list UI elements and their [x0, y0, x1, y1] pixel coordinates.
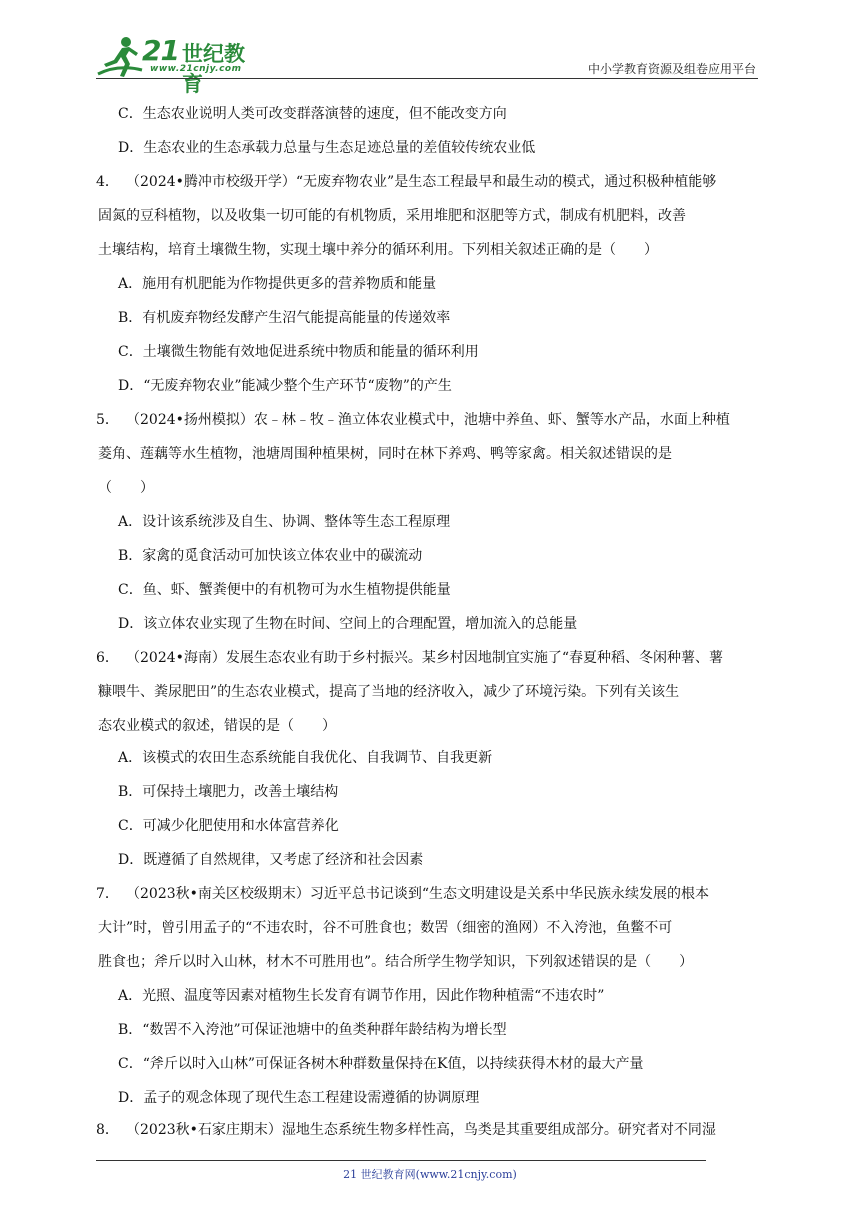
answer-option: A．设计该系统涉及自生、协调、整体等生态工程原理 — [118, 514, 451, 530]
answer-option: D．该立体农业实现了生物在时间、空间上的合理配置，增加流入的总能量 — [118, 616, 578, 632]
question-number: 7． — [96, 886, 119, 902]
answer-option: B．“数罟不入洿池”可保证池塘中的鱼类种群年龄结构为增长型 — [118, 1022, 507, 1038]
running-man-logo-icon — [96, 34, 144, 80]
answer-option: B．家禽的觅食活动可加快该立体农业中的碳流动 — [118, 548, 423, 564]
question-stem-line: （2024•海南）发展生态农业有助于乡村振兴。某乡村因地制宜实施了“春夏种稻、冬闲种薯、薯 — [126, 650, 724, 666]
question-stem-line: （2024•扬州模拟）农﹣林﹣牧﹣渔立体农业模式中，池塘中养鱼、虾、蟹等水产品，水面上种植 — [126, 412, 730, 428]
logo-number: 21 — [142, 34, 179, 67]
question-stem-line: （ ） — [98, 480, 154, 496]
question-stem-line: 糠喂牛、粪尿肥田”的生态农业模式，提高了当地的经济收入，减少了环境污染。下列有关该生 — [98, 684, 680, 700]
answer-option: A．光照、温度等因素对植物生长发育有调节作用，因此作物种植需“不违农时” — [118, 988, 605, 1004]
answer-option: C．可减少化肥使用和水体富营养化 — [118, 818, 339, 834]
question-stem-line: 菱角、莲藕等水生植物，池塘周围种植果树，同时在林下养鸡、鸭等家禽。相关叙述错误的是 — [98, 446, 672, 462]
answer-option: C．鱼、虾、蟹粪便中的有机物可为水生植物提供能量 — [118, 582, 451, 598]
answer-option: A．施用有机肥能为作物提供更多的营养物质和能量 — [118, 276, 437, 292]
footer-link[interactable]: 21 世纪教育网(www.21cnjy.com) — [343, 1168, 517, 1181]
question-stem-line: 态农业模式的叙述，错误的是（ ） — [98, 718, 336, 734]
answer-option: C．“斧斤以时入山林”可保证各树木种群数量保持在K值，以持续获得木材的最大产量 — [118, 1056, 644, 1072]
answer-option: D．既遵循了自然规律，又考虑了经济和社会因素 — [118, 852, 424, 868]
header-divider — [96, 78, 758, 79]
question-number: 8． — [96, 1122, 119, 1138]
answer-option: D．“无废弃物农业”能减少整个生产环节“废物”的产生 — [118, 378, 452, 394]
question-number: 5． — [96, 412, 119, 428]
answer-option: D．生态农业的生态承载力总量与生态足迹总量的差值较传统农业低 — [118, 140, 536, 156]
question-stem-line: 大计”时，曾引用孟子的“不违农时，谷不可胜食也；数罟（细密的渔网）不入洿池，鱼鳖不可 — [98, 920, 673, 936]
question-number: 4． — [96, 174, 119, 190]
logo-url: www.21cnjy.com — [150, 64, 242, 74]
platform-label: 中小学教育资源及组卷应用平台 — [587, 62, 756, 76]
answer-option: C．生态农业说明人类可改变群落演替的速度，但不能改变方向 — [118, 106, 507, 122]
site-logo — [96, 34, 256, 96]
question-stem-line: 固氮的豆科植物，以及收集一切可能的有机物质，采用堆肥和沤肥等方式，制成有机肥料，改善 — [98, 208, 686, 224]
page-header — [0, 0, 860, 96]
question-stem-line: （2023秋•南关区校级期末）习近平总书记谈到“生态文明建设是关系中华民族永续发展的根本 — [126, 886, 710, 902]
answer-option: B．有机废弃物经发酵产生沼气能提高能量的传递效率 — [118, 310, 451, 326]
question-stem-line: 胜食也；斧斤以时入山林，材木不可胜用也”。结合所学生物学知识，下列叙述错误的是（ ） — [98, 954, 694, 970]
question-stem-line: （2024•腾冲市校级开学）“无废弃物农业”是生态工程最早和最生动的模式，通过积极种植能够 — [126, 174, 717, 190]
question-stem-line: （2023秋•石家庄期末）湿地生态系统生物多样性高，鸟类是其重要组成部分。研究者对不同湿 — [126, 1122, 716, 1138]
answer-option: D．孟子的观念体现了现代生态工程建设需遵循的协调原理 — [118, 1090, 480, 1106]
question-number: 6． — [96, 650, 119, 666]
question-stem-line: 土壤结构，培育土壤微生物，实现土壤中养分的循环利用。下列相关叙述正确的是（ ） — [98, 242, 658, 258]
answer-option: A．该模式的农田生态系统能自我优化、自我调节、自我更新 — [118, 750, 493, 766]
answer-option: B．可保持土壤肥力，改善土壤结构 — [118, 784, 339, 800]
logo-text: 世纪教育 — [182, 42, 245, 96]
answer-option: C．土壤微生物能有效地促进系统中物质和能量的循环利用 — [118, 344, 479, 360]
footer-divider — [96, 1160, 706, 1161]
